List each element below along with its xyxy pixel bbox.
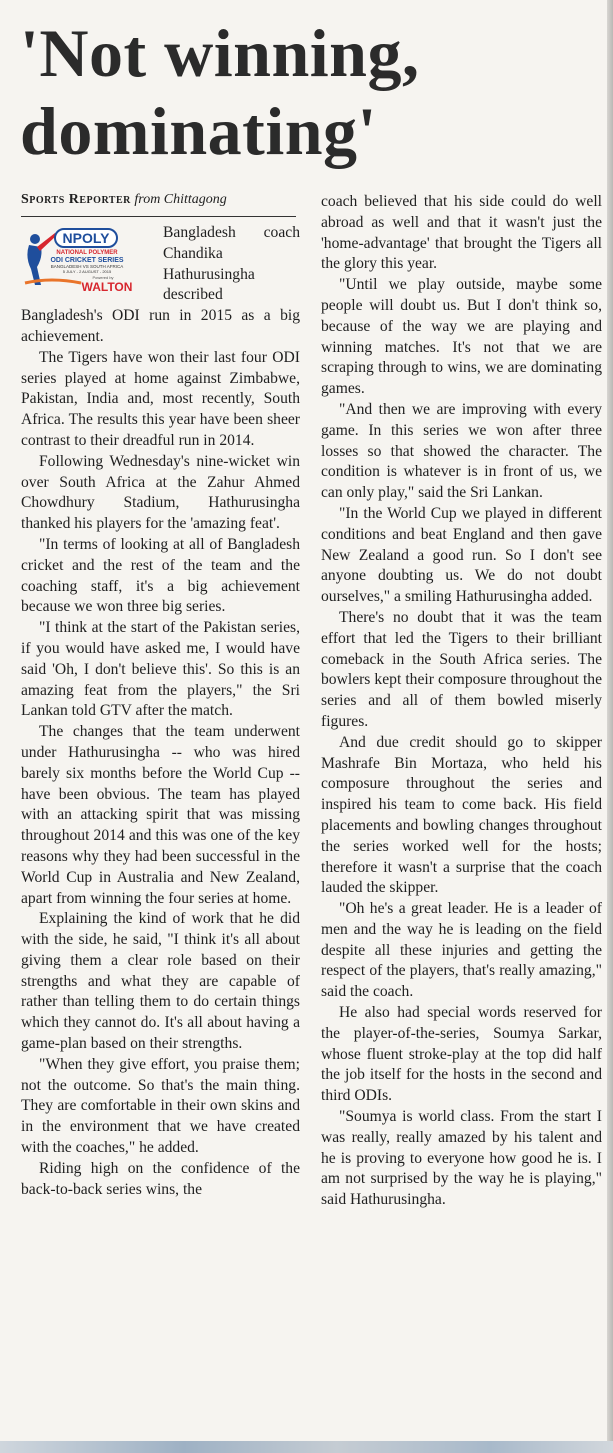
paragraph: The Tigers have won their last four ODI series played at home against Zimbabwe, Pakistan, India and, most recently, South Africa. The results this year have been sheer contrast to their dreadful run in 2014. — [21, 348, 300, 449]
paragraph: coach believed that his side could do well abroad as well and that it wasn't just the 'home-advantage' that brought the Tigers all the glory this year. — [321, 193, 602, 273]
paragraph: The changes that the team underwent under Hathurusingha -- who was hired barely six months before the World Cup -- have been obvious. The team has played with an attacking spirit that was missing throughout 2014 and this was one of the key reasons why they had been successful in the World Cup in Australia and New Zealand, apart from winning the four series at home. — [21, 723, 300, 907]
page-bottom-strip — [0, 1441, 613, 1453]
paragraph: Following Wednesday's nine-wicket win over South Africa at the Zahur Ahmed Chowdhury Stadium, Hathurusingha thanked his players for the 'amazing feat'. — [21, 452, 300, 533]
logo-line4: 5 JULY - 2 AUGUST - 2015 — [62, 269, 112, 274]
logo-line1: NATIONAL POLYMER — [56, 250, 118, 256]
headline: 'Not winning, dominating' — [20, 15, 420, 169]
paragraph: Riding high on the confidence of the back-to-back series wins, the — [21, 1159, 300, 1198]
logo-powered-by: Powered by — [92, 275, 114, 280]
paragraph: He also had special words reserved for the player-of-the-series, Soumya Sarkar, whose fluent stroke-play at the top did half the job itself for the hosts in the second and third ODIs. — [321, 1004, 602, 1105]
paragraph: "In terms of looking at all of Bangladesh cricket and the rest of the team and the coaching staff, it's a big achievement because we won three big series. — [21, 535, 300, 616]
paragraph: "I think at the start of the Pakistan series, if you would have asked me, I would have said 'Oh, I don't believe this'. So this is an amazing feat from the players," the Sri Lankan told GTV after the match. — [21, 619, 300, 720]
logo-line2: ODI CRICKET SERIES — [50, 257, 124, 264]
paragraph: "Until we play outside, maybe some people will doubt us. But I don't think so, because of the way we are playing and winning matches. It's not that we are scraping through to wins, we are dominating games. — [321, 276, 602, 398]
logo-partner: WALTON — [81, 280, 133, 294]
paragraph: There's no doubt that it was the team effort that led the Tigers to their brilliant comeback in the South Africa series. The bowlers kept their composure throughout the series and all of them bowled miserly figures. — [321, 608, 602, 730]
paragraph: "Soumya is world class. From the start I was really, really amazed by his talent and he is proving to everyone how good he is. I am not surprised by the way he is playing," said Hathurusingha. — [321, 1108, 602, 1209]
byline — [21, 190, 296, 217]
logo-brand: NPOLY — [62, 230, 110, 246]
logo-line3: BANGLADESH VS SOUTH AFRICA — [50, 264, 124, 269]
paragraph: "Oh he's a great leader. He is a leader of men and the way he is leading on the field despite all these injuries and getting the respect of the players, that's really amazing," said the coach. — [321, 900, 602, 1001]
paragraph: "And then we are improving with every game. In this series we won after three losses so that showed the character. The condition is whatever is in front of us, we can only play," said the Sri Lankan. — [321, 400, 602, 502]
paragraph: Bangladesh coach Chandika Hathurusingha described Bangladesh's ODI run in 2015 as a big achievement. — [21, 224, 300, 345]
paragraph: "When they give effort, you praise them; not the outcome. So that's the main thing. They are comfortable in their own skins and in the environment that we have created with the coaches," he added. — [21, 1055, 300, 1157]
paragraph: Explaining the kind of work that he did with the side, he said, "I think it's all about giving them a clear role based on their strengths and what they are capable of rather than telling them to do certain things which they cannot do. It's all about having a game-plan based on their strengths. — [21, 910, 300, 1053]
sponsor-logo — [21, 225, 155, 295]
paragraph: "In the World Cup we played in different conditions and beat England and then gave New Zealand a good run. So I don't see anyone doubting us. We do not doubt ourselves," a smiling Hathurusingha added. — [321, 504, 602, 606]
paragraph: And due credit should go to skipper Mashrafe Bin Mortaza, who held his composure throughout the series and inspired his team to come back. His field placements and bowling changes throughout the series worked well for the hosts; therefore it wasn't a surprise that the coach lauded the skipper. — [321, 733, 602, 897]
article-column-left — [21, 190, 300, 1200]
page-edge-shadow — [607, 0, 613, 1453]
byline-location: from Chittagong — [134, 192, 227, 207]
byline-reporter: Sports Reporter — [21, 192, 131, 207]
article-column-right — [321, 192, 602, 1211]
